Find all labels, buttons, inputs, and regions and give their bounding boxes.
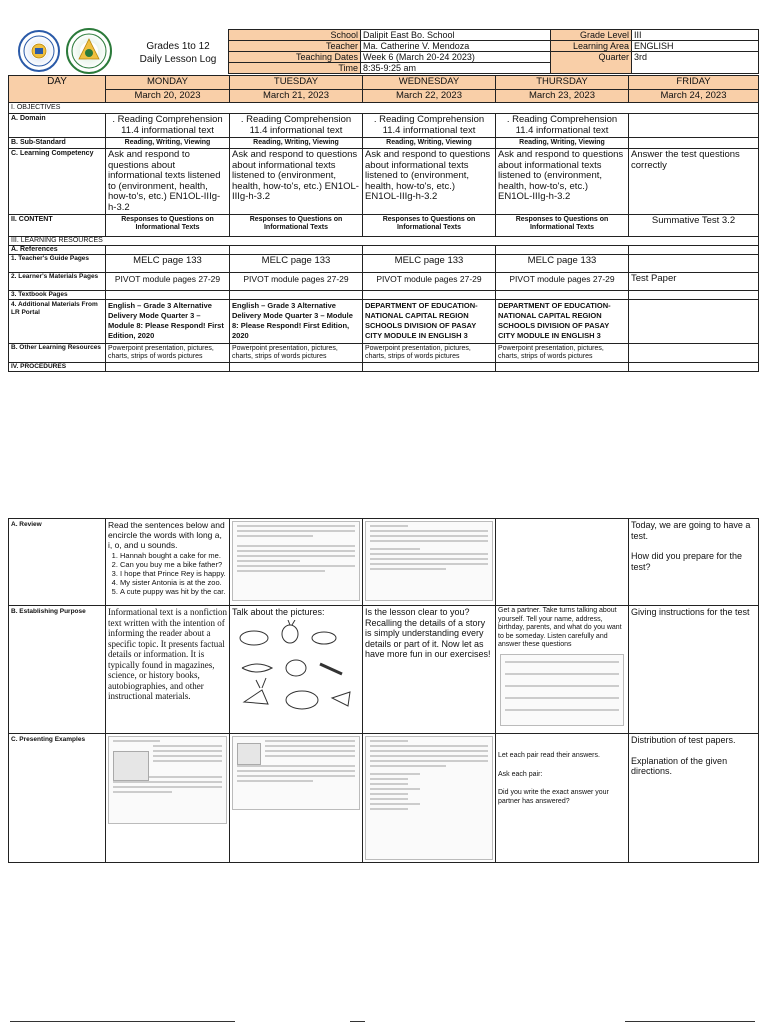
review-label: A. Review [9, 519, 106, 606]
content-monday: Responses to Questions on Informational Texts [106, 215, 230, 237]
day-tuesday: TUESDAY [230, 76, 363, 90]
additional-monday: English – Grade 3 Alternative Delivery Mode Quarter 3 – Module 8: Please Respond! First Edition, 2020 [106, 300, 230, 344]
other-thursday: Powerpoint presentation, pictures, charts, strips of words pictures [496, 344, 629, 363]
content-friday: Summative Test 3.2 [629, 215, 759, 237]
signature-line [625, 1021, 755, 1022]
domain-tuesday: . Reading Comprehension 11.4 informational text [230, 114, 363, 138]
review-item: 2. Can you buy me a bike father? [120, 560, 227, 569]
competency-label: C. Learning Competency [9, 149, 106, 215]
purpose-tuesday: Talk about the pictures: [230, 606, 363, 734]
area-value: ENGLISH [632, 41, 759, 52]
teacher-value: Ma. Catherine V. Mendoza [361, 41, 551, 52]
review-item: 5. A cute puppy was hit by the car. [120, 587, 227, 596]
content-wednesday: Responses to Questions on Informational Texts [363, 215, 496, 237]
purpose-label: B. Establishing Purpose [9, 606, 106, 734]
purpose-monday: Informational text is a nonfiction text written with the intention of informing the reader about a specific topic. It presents factual details or information. It is typically found in magazines, science, or history books, autobiographies, and other instructional materials. [106, 606, 230, 734]
procedures-section: IV. PROCEDURES [9, 363, 106, 372]
learner-materials-friday: Test Paper [629, 273, 759, 291]
header-info-table [228, 29, 759, 74]
learner-materials-label: 2. Learner's Materials Pages [9, 273, 106, 291]
additional-materials-label: 4. Additional Materials From LR Portal [9, 300, 106, 344]
other-resources-label: B. Other Learning Resources [9, 344, 106, 363]
additional-wednesday: DEPARTMENT OF EDUCATION-NATIONAL CAPITAL REGION SCHOOLS DIVISION OF PASAY CITY MODULE IN ENGLISH 3 [363, 300, 496, 344]
content-label: II. CONTENT [9, 215, 106, 237]
dates-label: Teaching Dates [229, 52, 361, 63]
title-line-2: Daily Lesson Log [139, 54, 217, 65]
purpose-friday: Giving instructions for the test [629, 606, 759, 734]
review-tuesday-worksheet [230, 519, 363, 606]
competency-friday: Answer the test questions correctly [629, 149, 759, 215]
school-seal-icon [66, 28, 112, 74]
references-label: A. References [9, 246, 106, 255]
date-friday: March 24, 2023 [629, 89, 759, 103]
review-item: 1. Hannah bought a cake for me. [120, 551, 227, 560]
presenting-tuesday-worksheet [230, 734, 363, 863]
domain-label: A. Domain [9, 114, 106, 138]
other-monday: Powerpoint presentation, pictures, charts, strips of words pictures [106, 344, 230, 363]
lesson-log-table [8, 75, 759, 372]
time-value: 8:35-9:25 am [361, 63, 551, 74]
review-wednesday-worksheet [363, 519, 496, 606]
teacher-guide-monday: MELC page 133 [106, 255, 230, 273]
procedures-table [8, 518, 759, 863]
review-friday: Today, we are going to have a test. How did you prepare for the test? [629, 519, 759, 606]
day-monday: MONDAY [106, 76, 230, 90]
signature-line [350, 1021, 365, 1022]
content-tuesday: Responses to Questions on Informational Texts [230, 215, 363, 237]
deped-seal-icon [18, 30, 60, 72]
substandard-label: B. Sub-Standard [9, 138, 106, 149]
day-label: DAY [9, 76, 106, 103]
review-item: 4. My sister Antonia is at the zoo. [120, 578, 227, 587]
school-value: Dalipit East Bo. School [361, 30, 551, 41]
signature-line [10, 1021, 235, 1022]
presenting-thursday: Let each pair read their answers. Ask each pair: Did you write the exact answer your partner has answered? [496, 734, 629, 863]
date-tuesday: March 21, 2023 [230, 89, 363, 103]
day-thursday: THURSDAY [496, 76, 629, 90]
presenting-monday-worksheet [106, 734, 230, 863]
domain-monday: . Reading Comprehension 11.4 informational text [106, 114, 230, 138]
domain-wednesday: . Reading Comprehension 11.4 informational text [363, 114, 496, 138]
title-line-1: Grades 1to 12 [146, 41, 210, 52]
quarter-label: Quarter [551, 52, 632, 74]
teacher-guide-tuesday: MELC page 133 [230, 255, 363, 273]
teacher-guide-wednesday: MELC page 133 [363, 255, 496, 273]
presenting-label: C. Presenting Examples [9, 734, 106, 863]
day-wednesday: WEDNESDAY [363, 76, 496, 90]
review-monday: Read the sentences below and encircle the words with long a, i, o, and u sounds. 1. Hannah bought a cake for me. 2. Can you buy me a bike father? 3. I hope that Prince Rey is happy. 4. My sister Antonia is at the zoo. 5. A cute puppy was hit by the car. [106, 519, 230, 606]
teacher-label: Teacher [229, 41, 361, 52]
competency-tuesday: Ask and respond to questions about informational texts listened to (environment, health, how-to's, etc.) EN1OL-IIIg-h-3.2 [230, 149, 363, 215]
date-monday: March 20, 2023 [106, 89, 230, 103]
dates-value: Week 6 (March 20-24 2023) [361, 52, 551, 63]
competency-wednesday: Ask and respond to questions about informational texts listened to (environment, health, how-to's, etc.) EN1OL-IIIg-h-3.2 [363, 149, 496, 215]
teacher-guide-thursday: MELC page 133 [496, 255, 629, 273]
presenting-friday: Distribution of test papers. Explanation of the given directions. [629, 734, 759, 863]
other-wednesday: Powerpoint presentation, pictures, charts, strips of words pictures [363, 344, 496, 363]
date-wednesday: March 22, 2023 [363, 89, 496, 103]
presenting-wednesday-worksheet [363, 734, 496, 863]
grade-value: III [632, 30, 759, 41]
purpose-wednesday: Is the lesson clear to you? Recalling the details of a story is simply understanding every details or part of it. Now let as have more fun in our exercises! [363, 606, 496, 734]
substandard-monday: Reading, Writing, Viewing [106, 138, 230, 149]
time-label: Time [229, 63, 361, 74]
day-friday: FRIDAY [629, 76, 759, 90]
additional-thursday: DEPARTMENT OF EDUCATION-NATIONAL CAPITAL REGION SCHOOLS DIVISION OF PASAY CITY MODULE IN ENGLISH 3 [496, 300, 629, 344]
school-label: School [229, 30, 361, 41]
purpose-thursday: Get a partner. Take turns talking about yourself. Tell your name, address, birthday, parents, and what do you want to be someday. Listen carefully and answer these questions [496, 606, 629, 734]
objectives-section: I. OBJECTIVES [9, 103, 759, 114]
domain-thursday: . Reading Comprehension 11.4 informational text [496, 114, 629, 138]
quarter-value: 3rd [632, 52, 759, 74]
textbook-label: 3. Textbook Pages [9, 291, 106, 300]
learner-materials-monday: PIVOT module pages 27-29 [106, 273, 230, 291]
substandard-thursday: Reading, Writing, Viewing [496, 138, 629, 149]
grade-label: Grade Level [551, 30, 632, 41]
content-thursday: Responses to Questions on Informational Texts [496, 215, 629, 237]
learner-materials-tuesday: PIVOT module pages 27-29 [230, 273, 363, 291]
area-label: Learning Area [551, 41, 632, 52]
substandard-tuesday: Reading, Writing, Viewing [230, 138, 363, 149]
date-thursday: March 23, 2023 [496, 89, 629, 103]
teacher-guide-label: 1. Teacher's Guide Pages [9, 255, 106, 273]
other-tuesday: Powerpoint presentation, pictures, charts, strips of words pictures [230, 344, 363, 363]
resources-section: III. LEARNING RESOURCES [9, 237, 759, 246]
substandard-wednesday: Reading, Writing, Viewing [363, 138, 496, 149]
learner-materials-thursday: PIVOT module pages 27-29 [496, 273, 629, 291]
additional-tuesday: English – Grade 3 Alternative Delivery Mode Quarter 3 – Module 8: Please Respond! First Edition, 2020 [230, 300, 363, 344]
vegetable-pictures [232, 620, 356, 720]
competency-thursday: Ask and respond to questions about informational texts listened to (environment, health, how-to's, etc.) EN1OL-IIIg-h-3.2 [496, 149, 629, 215]
learner-materials-wednesday: PIVOT module pages 27-29 [363, 273, 496, 291]
review-item: 3. I hope that Prince Rey is happy. [120, 569, 227, 578]
competency-monday: Ask and respond to questions about informational texts listened to (environment, health, how-to's, etc.) EN1OL-IIIg-h-3.2 [106, 149, 230, 215]
